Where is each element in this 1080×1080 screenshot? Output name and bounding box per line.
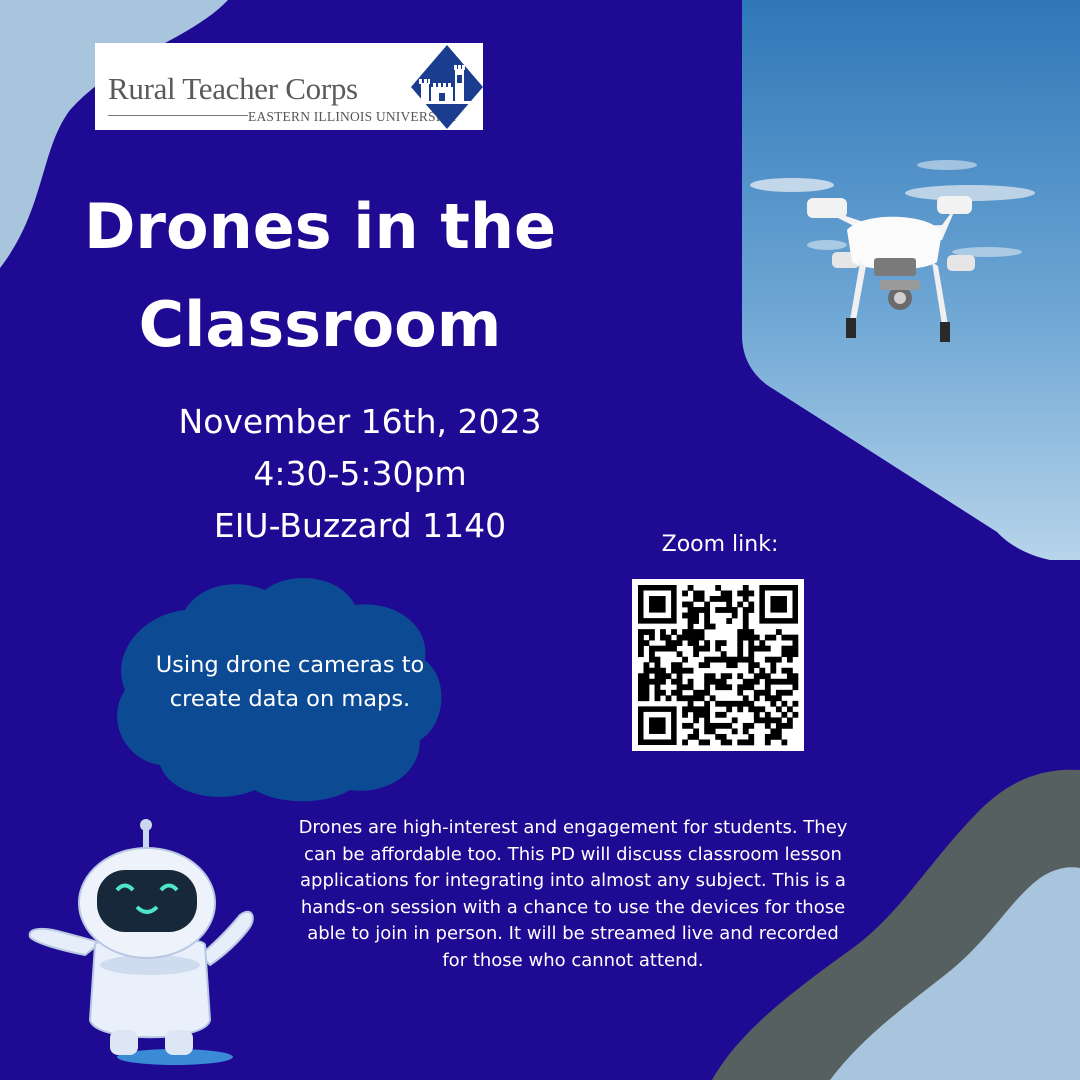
logo <box>95 43 483 130</box>
event-title: Drones in the Classroom <box>83 190 557 361</box>
drone-photo <box>742 0 1080 560</box>
logo-title: Rural Teacher Corps <box>108 71 358 106</box>
qr-code-graphic <box>632 579 804 751</box>
logo-rule <box>108 115 248 116</box>
cloud-caption: Using drone cameras to create data on maps. <box>155 652 425 712</box>
zoom-label: Zoom link: <box>661 532 779 557</box>
qr-code-icon[interactable] <box>632 579 804 751</box>
castle-logo-icon <box>395 43 483 131</box>
event-details <box>150 396 570 552</box>
robot-mascot-icon <box>25 815 265 1070</box>
event-location: EIU-Buzzard 1140 <box>213 506 507 545</box>
event-description: Drones are high-interest and engagement for students. They can be affordable too. This PD will discuss classroom lesson applications for integrating into almost any subject. This is a hands-on session with a chance to use the devices for those able to join in person. It will be streamed live and recorded for those who cannot attend. <box>298 817 848 971</box>
event-time: 4:30-5:30pm <box>253 454 467 493</box>
logo-subtitle: EASTERN ILLINOIS UNIVERSITY <box>248 109 459 124</box>
event-date: November 16th, 2023 <box>178 402 542 441</box>
